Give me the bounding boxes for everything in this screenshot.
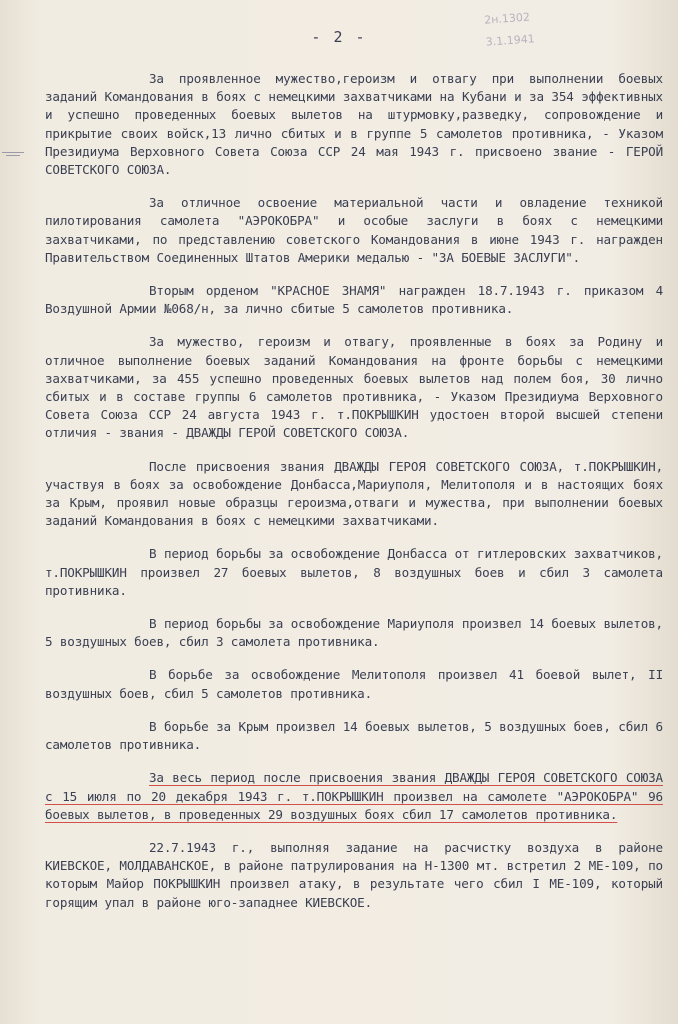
paragraph-summary-underlined: За весь период после присвоения звания ДВАЖДЫ ГЕРОЯ СОВЕТСКОГО СОЮЗА с 15 июля по 20 декабря 1943 г. т.ПОКРЫШКИН произвел на самолете "АЭРОКОБРА" 96 боевых вылетов, в проведенных 29 воздушных боях сбил 17 самолетов противника. [45, 770, 663, 822]
paragraph-melitopol: В борьбе за освобождение Мелитополя произвел 41 боевой вылет, II воздушных боев, сбил 5 самолетов противника. [45, 667, 663, 701]
paragraph-mariupol: В период борьбы за освобождение Мариуполя произвел 14 боевых вылетов, 5 воздушных боев, сбил 3 самолета противника. [45, 616, 663, 650]
paragraph-red-banner: Вторым орденом "КРАСНОЕ ЗНАМЯ" награжден 18.7.1943 г. приказом 4 Воздушной Армии №068/н, за лично сбитые 5 самолетов противника. [45, 283, 663, 317]
paragraph-us-medal: За отличное освоение материальной части и овладение техникой пилотирования самолета "АЭРОКОБРА" и особые заслуги в боях с немецкими захватчиками, по представлению советского Командования в июне 1943 г. награжден Правительством Соединенных Штатов Америки медалью - "ЗА БОЕВЫЕ ЗАСЛУГИ". [45, 195, 663, 265]
paragraph-crimea: В борьбе за Крым произвел 14 боевых вылетов, 5 воздушных боев, сбил 6 самолетов противника. [45, 718, 663, 753]
paragraph-donbass: В период борьбы за освобождение Донбасса от гитлеровских захватчиков, т.ПОКРЫШКИН произвел 27 боевых вылетов, 8 воздушных боев и сбил 3 самолета противника. [45, 546, 663, 598]
pencil-note-2: 3.1.1941 [485, 32, 536, 49]
paragraph-twice-hero: За мужество, героизм и отвагу, проявленные в боях за Родину и отличное выполнение боевых заданий Командования на фронте борьбы с немецкими захватчиками, за 455 успешно проведенных боевых вылетов над полем боя, 30 лично сбитых и в составе группы 6 самолетов противника, - Указом Президиума Верховного Совета Союза ССР 24 августа 1943 г. т.ПОКРЫШКИН удостоен второй высшей степени отличия - звания - ДВАЖДЫ ГЕРОЙ СОВЕТСКОГО СОЮЗА. [45, 334, 663, 441]
paragraph-combat-episode: 22.7.1943 г., выполняя задание на расчистку воздуха в районе КИЕВСКОЕ, МОЛДАВАНСКОЕ, в районе патрулирования на Н-1300 мт. встретил 2 МЕ-109, по которым Майор ПОКРЫШКИН произвел атаку, в результате чего сбил I МЕ-109, который горящим упал в районе юго-западнее КИЕВСКОЕ. [45, 839, 663, 910]
page-number: - 2 - [311, 28, 367, 46]
margin-mark [2, 152, 24, 159]
paragraph-new-deeds: После присвоения звания ДВАЖДЫ ГЕРОЯ СОВЕТСКОГО СОЮЗА, т.ПОКРЫШКИН, участвуя в боях за освобождение Донбасса,Мариуполя, Мелитополя и в настоящих боях за Крым, проявил новые образцы героизма,отваги и мужества, при выполнении боевых заданий Командования в боях с немецкими захватчиками. [45, 458, 663, 529]
pencil-note-1: 2н.1302 [483, 10, 531, 27]
paragraph-hero-award: За проявленное мужество,героизм и отвагу при выполнении боевых заданий Командования в боях с немецкими захватчиками на Кубани и за 354 эффективных и успешно проведенных боевых вылетов на штурмовку,разведку, сопровождение и прикрытие своих войск,13 лично сбитых и в группе 5 самолетов противника, - Указом Президиума Верховного Совета Союза ССР 24 мая 1943 г. присвоено звание - ГЕРОЙ СОВЕТСКОГО СОЮЗА. [45, 71, 663, 178]
document-body [45, 70, 663, 927]
